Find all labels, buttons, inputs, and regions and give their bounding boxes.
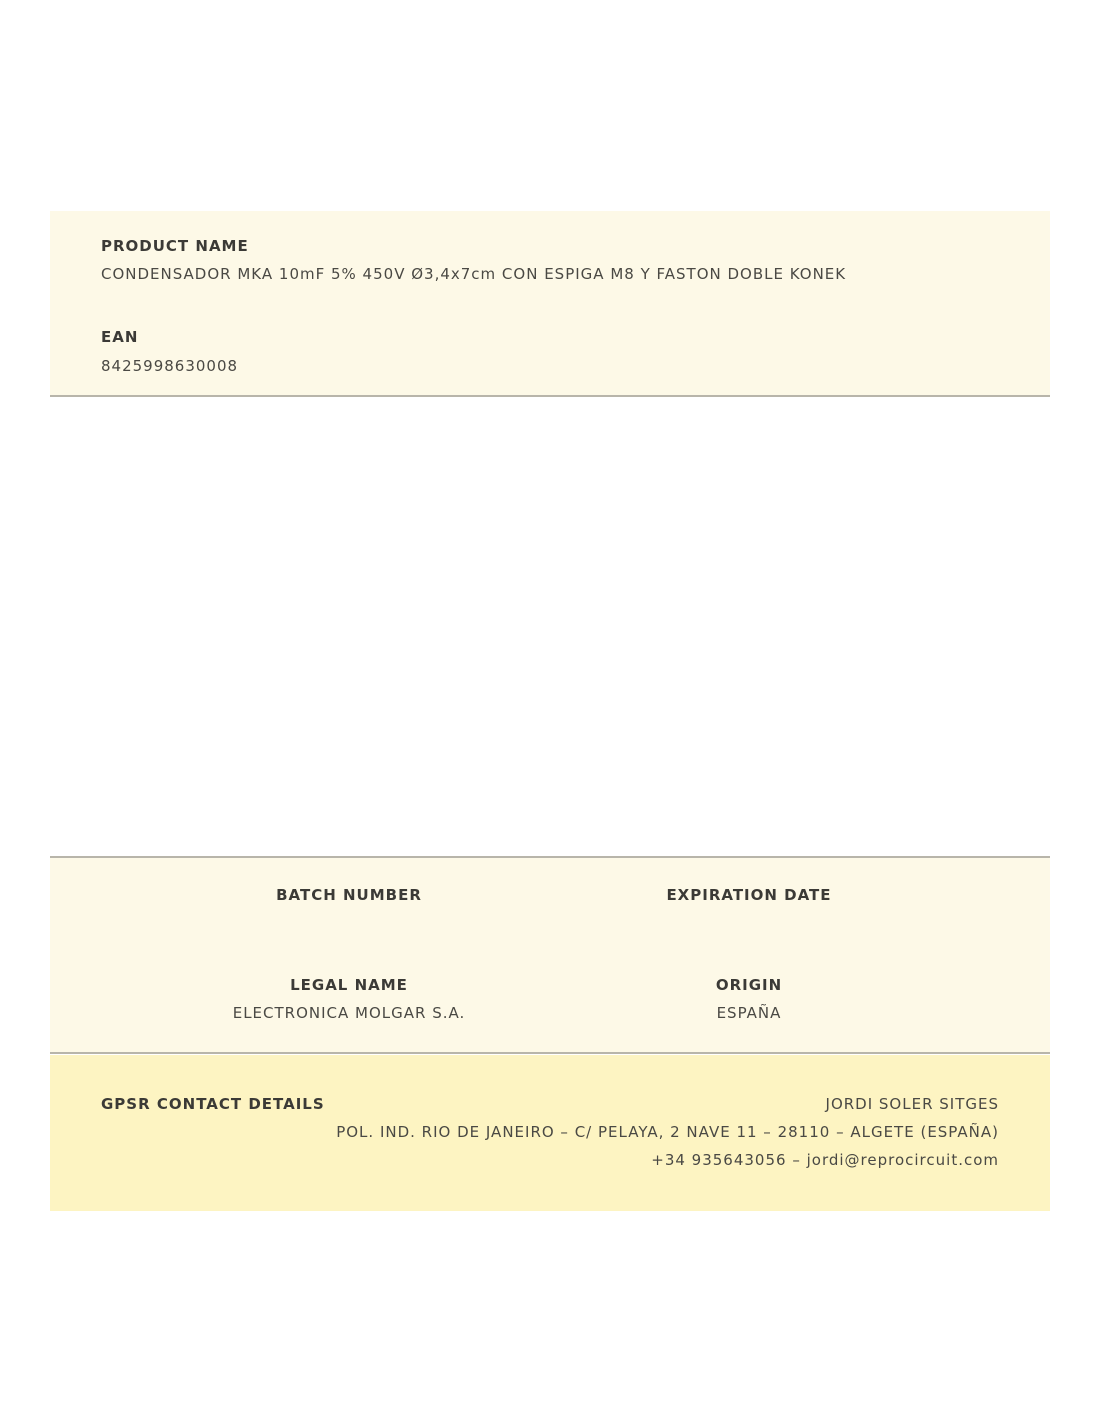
contact-name: JORDI SOLER SITGES [825,1095,999,1113]
legal-name-value: ELECTRONICA MOLGAR S.A. [232,1004,466,1022]
contact-lines [336,1095,999,1179]
contact-address: POL. IND. RIO DE JANEIRO – C/ PELAYA, 2 NAVE 11 – 28110 – ALGETE (ESPAÑA) [336,1123,999,1141]
origin-cell [549,976,949,1022]
ean-value: 8425998630008 [101,357,239,375]
contact-panel [50,1055,1050,1211]
product-name-label: PRODUCT NAME [101,237,249,255]
gpsr-contact-label: GPSR CONTACT DETAILS [101,1095,325,1113]
batch-number-cell [149,886,549,914]
legal-name-label: LEGAL NAME [290,976,408,994]
info-panel [50,856,1050,1054]
ean-label: EAN [101,328,139,346]
origin-label: ORIGIN [715,976,783,994]
product-name-value: CONDENSADOR MKA 10mF 5% 450V Ø3,4x7cm CON ESPIGA M8 Y FASTON DOBLE KONEK [101,265,847,283]
batch-number-label: BATCH NUMBER [276,886,422,904]
expiration-date-cell [549,886,949,914]
origin-value: ESPAÑA [716,1004,782,1022]
product-panel [50,211,1050,397]
expiration-date-label: EXPIRATION DATE [666,886,832,904]
contact-phone-email: +34 935643056 – jordi@reprocircuit.com [651,1151,999,1169]
legal-name-cell [149,976,549,1022]
